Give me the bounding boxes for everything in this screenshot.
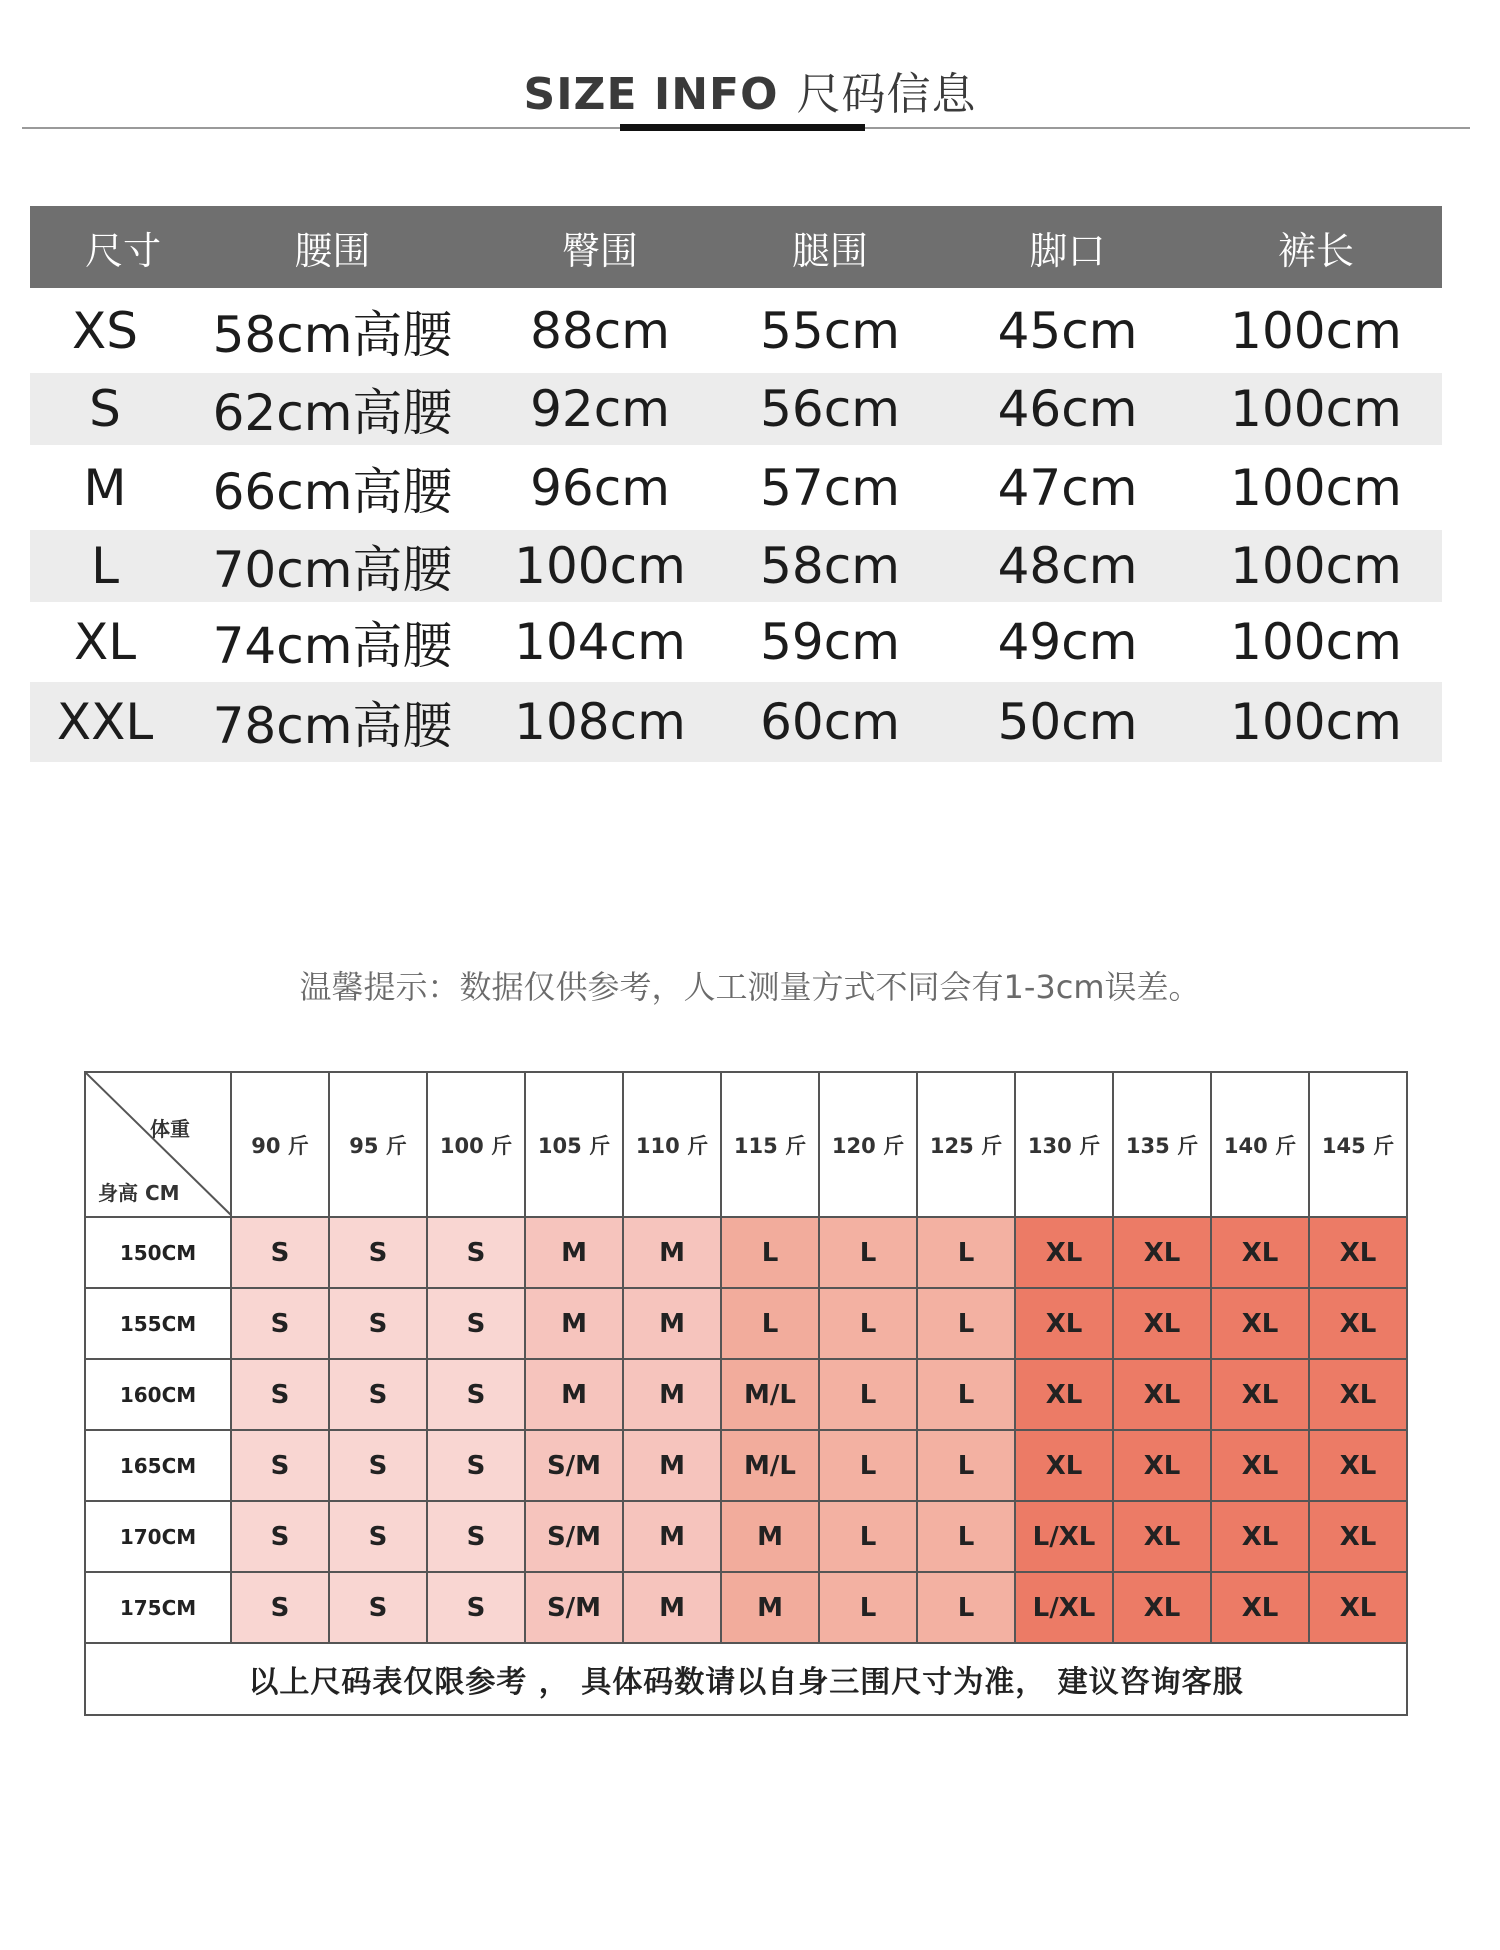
size-cell: S	[231, 1572, 329, 1643]
cell-thigh: 58cm	[760, 537, 900, 595]
grid-row	[85, 1288, 1407, 1359]
measurement-row	[30, 682, 1442, 762]
size-cell: L	[917, 1430, 1015, 1501]
height-label: 150CM	[85, 1217, 231, 1288]
cell-hip: 92cm	[530, 380, 670, 438]
cell-waist: 70cm高腰	[212, 541, 453, 599]
size-cell: S	[329, 1217, 427, 1288]
grid-row	[85, 1430, 1407, 1501]
size-cell: XL	[1211, 1501, 1309, 1572]
size-cell: XL	[1113, 1501, 1211, 1572]
weight-header: 120 斤	[819, 1072, 917, 1217]
size-cell: M	[623, 1501, 721, 1572]
cell-length: 100cm	[1230, 613, 1402, 671]
cell-thigh: 57cm	[760, 458, 900, 517]
size-cell: L	[721, 1288, 819, 1359]
cell-waist: 62cm高腰	[212, 384, 453, 442]
weight-header: 100 斤	[427, 1072, 525, 1217]
height-label: 175CM	[85, 1572, 231, 1643]
size-cell: L	[917, 1572, 1015, 1643]
size-cell: XL	[1309, 1430, 1407, 1501]
weight-header: 110 斤	[623, 1072, 721, 1217]
height-label: 160CM	[85, 1359, 231, 1430]
cell-size: XL	[73, 613, 137, 671]
cell-leg-opening: 47cm	[997, 458, 1138, 517]
size-cell: S	[427, 1359, 525, 1430]
size-cell: S/M	[525, 1572, 623, 1643]
size-cell: L	[819, 1572, 917, 1643]
size-cell: M	[721, 1572, 819, 1643]
grid-footer-row	[85, 1643, 1407, 1715]
cell-size: M	[83, 458, 127, 517]
weight-header: 145 斤	[1309, 1072, 1407, 1217]
cell-leg-opening: 46cm	[997, 380, 1138, 438]
header-leg-opening: 脚口	[1029, 228, 1106, 273]
size-cell: S/M	[525, 1430, 623, 1501]
size-cell: S	[231, 1359, 329, 1430]
cell-hip: 88cm	[530, 301, 670, 360]
title-zh: 尺码信息	[796, 69, 977, 120]
size-cell: S/M	[525, 1501, 623, 1572]
height-label: 165CM	[85, 1430, 231, 1501]
size-cell: S	[427, 1217, 525, 1288]
measurement-row	[30, 373, 1442, 445]
weight-header: 125 斤	[917, 1072, 1015, 1217]
title-en: SIZE INFO	[523, 69, 779, 120]
size-cell: L	[721, 1217, 819, 1288]
height-label: 155CM	[85, 1288, 231, 1359]
cell-waist: 58cm高腰	[212, 305, 453, 364]
cell-waist: 66cm高腰	[212, 462, 453, 521]
size-cell: M	[623, 1217, 721, 1288]
size-cell: XL	[1113, 1430, 1211, 1501]
size-cell: S	[329, 1430, 427, 1501]
grid-row	[85, 1501, 1407, 1572]
weight-header: 140 斤	[1211, 1072, 1309, 1217]
size-cell: M	[623, 1430, 721, 1501]
measurement-tip: 温馨提示：数据仅供参考，人工测量方式不同会有1-3cm误差。	[299, 968, 1201, 1006]
cell-hip: 108cm	[514, 693, 686, 751]
size-cell: XL	[1015, 1359, 1113, 1430]
cell-thigh: 59cm	[760, 613, 900, 671]
size-cell: S	[427, 1572, 525, 1643]
size-cell: M	[623, 1288, 721, 1359]
measurement-row	[30, 288, 1442, 373]
weight-header: 95 斤	[329, 1072, 427, 1217]
size-cell: L	[819, 1501, 917, 1572]
measurement-row	[30, 530, 1442, 602]
size-cell: S	[427, 1288, 525, 1359]
weight-header: 135 斤	[1113, 1072, 1211, 1217]
size-cell: L	[819, 1217, 917, 1288]
size-cell: L	[917, 1217, 1015, 1288]
size-cell: XL	[1309, 1288, 1407, 1359]
measurement-table-header	[30, 206, 1442, 288]
size-cell: M/L	[721, 1430, 819, 1501]
size-cell: M	[525, 1359, 623, 1430]
size-cell: S	[427, 1430, 525, 1501]
measurement-row	[30, 445, 1442, 530]
size-cell: M	[623, 1359, 721, 1430]
cell-length: 100cm	[1230, 537, 1402, 595]
size-cell: L	[917, 1501, 1015, 1572]
size-cell: XL	[1015, 1288, 1113, 1359]
title-underline-accent	[620, 124, 865, 131]
size-cell: M/L	[721, 1359, 819, 1430]
height-label: 170CM	[85, 1501, 231, 1572]
weight-header: 130 斤	[1015, 1072, 1113, 1217]
size-cell: S	[329, 1572, 427, 1643]
weight-header: 115 斤	[721, 1072, 819, 1217]
size-cell: S	[231, 1288, 329, 1359]
size-cell: M	[623, 1572, 721, 1643]
grid-row	[85, 1572, 1407, 1643]
weight-header: 105 斤	[525, 1072, 623, 1217]
size-cell: XL	[1113, 1572, 1211, 1643]
size-cell: L/XL	[1015, 1572, 1113, 1643]
cell-size: XXL	[56, 693, 154, 751]
measurement-table	[30, 206, 1442, 762]
corner-weight-label: 体重	[150, 1117, 190, 1141]
size-cell: XL	[1113, 1288, 1211, 1359]
corner-height-label: 身高 CM	[98, 1181, 180, 1205]
cell-hip: 104cm	[514, 613, 686, 671]
page-title	[0, 58, 1500, 122]
size-cell: S	[329, 1288, 427, 1359]
size-cell: XL	[1211, 1430, 1309, 1501]
size-cell: XL	[1309, 1359, 1407, 1430]
size-cell: L/XL	[1015, 1501, 1113, 1572]
cell-length: 100cm	[1230, 301, 1402, 360]
cell-leg-opening: 50cm	[997, 693, 1138, 751]
size-cell: M	[721, 1501, 819, 1572]
grid-header-row	[85, 1072, 1407, 1217]
size-cell: XL	[1211, 1572, 1309, 1643]
size-cell: S	[231, 1217, 329, 1288]
header-waist: 腰围	[294, 228, 371, 273]
grid-row	[85, 1217, 1407, 1288]
cell-waist: 74cm高腰	[212, 617, 453, 675]
size-cell: M	[525, 1217, 623, 1288]
cell-length: 100cm	[1230, 693, 1402, 751]
cell-thigh: 55cm	[760, 301, 900, 360]
size-cell: S	[329, 1359, 427, 1430]
header-size: 尺寸	[85, 228, 162, 273]
measurement-row	[30, 602, 1442, 682]
size-cell: XL	[1113, 1359, 1211, 1430]
cell-hip: 96cm	[530, 458, 670, 517]
cell-leg-opening: 45cm	[997, 301, 1138, 360]
cell-size: XS	[72, 301, 138, 360]
size-cell: XL	[1309, 1572, 1407, 1643]
size-cell: XL	[1309, 1217, 1407, 1288]
size-cell: M	[525, 1288, 623, 1359]
grid-corner-cell	[85, 1072, 231, 1217]
size-cell: S	[329, 1501, 427, 1572]
grid-row	[85, 1359, 1407, 1430]
size-cell: L	[917, 1359, 1015, 1430]
cell-length: 100cm	[1230, 380, 1402, 438]
cell-length: 100cm	[1230, 458, 1402, 517]
size-cell: XL	[1309, 1501, 1407, 1572]
size-cell: XL	[1211, 1217, 1309, 1288]
size-recommendation-grid	[84, 1071, 1408, 1716]
header-hip: 臀围	[561, 228, 638, 273]
cell-leg-opening: 48cm	[997, 537, 1138, 595]
cell-waist: 78cm高腰	[212, 697, 453, 755]
cell-thigh: 56cm	[760, 380, 900, 438]
weight-header: 90 斤	[231, 1072, 329, 1217]
size-cell: L	[917, 1288, 1015, 1359]
size-cell: S	[231, 1501, 329, 1572]
size-cell: XL	[1015, 1430, 1113, 1501]
header-length: 裤长	[1277, 228, 1354, 273]
cell-hip: 100cm	[514, 537, 686, 595]
size-cell: XL	[1113, 1217, 1211, 1288]
cell-leg-opening: 49cm	[997, 613, 1138, 671]
cell-thigh: 60cm	[760, 693, 900, 751]
cell-size: S	[89, 380, 121, 438]
size-cell: L	[819, 1430, 917, 1501]
size-cell: XL	[1211, 1288, 1309, 1359]
size-cell: XL	[1211, 1359, 1309, 1430]
grid-footer-note: 以上尺码表仅限参考 ， 具体码数请以自身三围尺寸为准， 建议咨询客服	[85, 1643, 1407, 1715]
size-cell: S	[231, 1430, 329, 1501]
size-cell: XL	[1015, 1217, 1113, 1288]
size-cell: L	[819, 1359, 917, 1430]
size-cell: L	[819, 1288, 917, 1359]
cell-size: L	[91, 537, 119, 595]
header-thigh: 腿围	[791, 228, 868, 273]
size-cell: S	[427, 1501, 525, 1572]
